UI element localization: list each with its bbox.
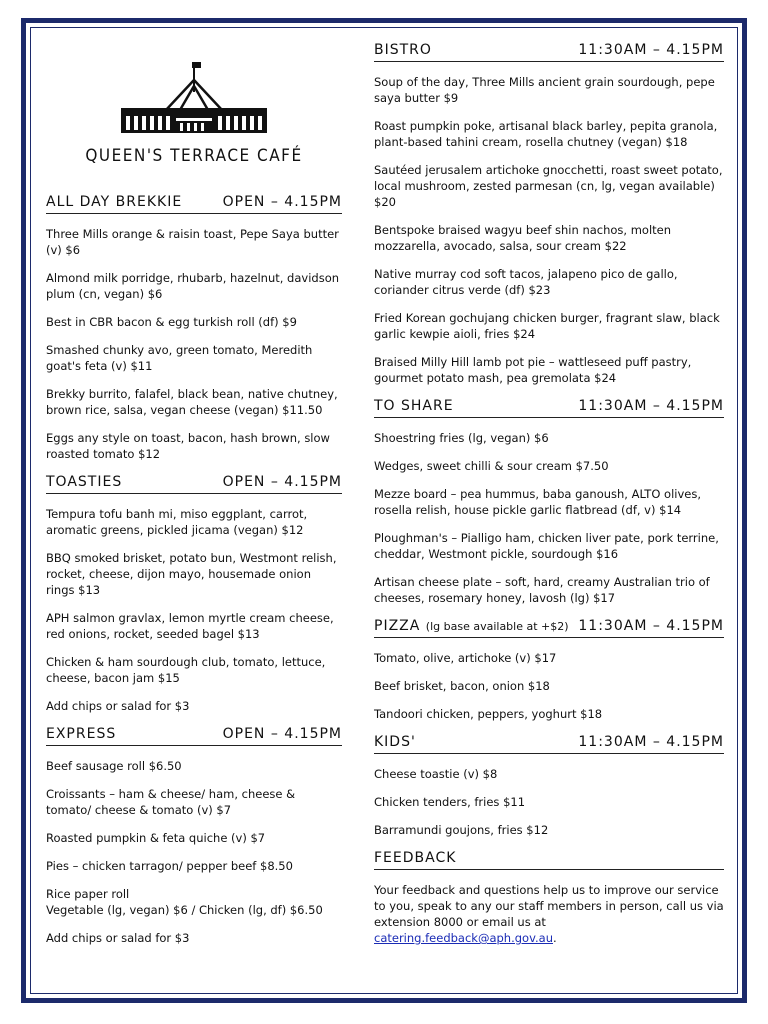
section-feedback bbox=[374, 850, 724, 946]
section-hours: 11:30AM – 4.15PM bbox=[578, 618, 724, 634]
section-kids bbox=[374, 734, 724, 838]
feedback-text bbox=[374, 882, 724, 946]
section-title-group bbox=[374, 618, 569, 634]
section-header bbox=[374, 850, 724, 870]
section-header bbox=[374, 398, 724, 418]
left-sections bbox=[46, 194, 342, 946]
section-hours: OPEN – 4.15PM bbox=[222, 474, 342, 490]
menu-item: Beef brisket, bacon, onion $18 bbox=[374, 679, 550, 693]
menu-item: Braised Milly Hill lamb pot pie – wattleseed puff pastry, gourmet potato mash, pea gremolata $24 bbox=[374, 355, 692, 385]
menu-item: Native murray cod soft tacos, jalapeno pico de gallo, coriander citrus verde (df) $23 bbox=[374, 267, 678, 297]
section-title-group bbox=[46, 726, 116, 742]
menu-item: Croissants – ham & cheese/ ham, cheese & tomato/ cheese & tomato (v) $7 bbox=[46, 787, 296, 817]
section-hours: 11:30AM – 4.15PM bbox=[578, 42, 724, 58]
section-toasties bbox=[46, 474, 342, 714]
section-share bbox=[374, 398, 724, 606]
section-header bbox=[46, 474, 342, 494]
feedback-end: . bbox=[552, 931, 557, 945]
section-title: ALL DAY BREKKIE bbox=[46, 194, 183, 210]
section-hours: OPEN – 4.15PM bbox=[222, 194, 342, 210]
section-title: BISTRO bbox=[374, 42, 432, 58]
menu-item: Roast pumpkin poke, artisanal black barley, pepita granola, plant-based tahini cream, rosella chutney (vegan) $18 bbox=[374, 119, 718, 149]
section-title-group bbox=[46, 194, 182, 210]
section-header bbox=[46, 194, 342, 214]
section-note: (lg base available at +$2) bbox=[425, 620, 569, 633]
right-column bbox=[374, 42, 724, 958]
menu-item: BBQ smoked brisket, potato bun, Westmont relish, rocket, cheese, dijon mayo, housemade onion rings $13 bbox=[46, 551, 337, 597]
right-sections bbox=[374, 42, 724, 838]
feedback-message: Your feedback and questions help us to improve our service to you, speak to any our staff members in person, call us via extension 8000 or email us at bbox=[374, 883, 724, 929]
section-header bbox=[46, 726, 342, 746]
menu-item: Tandoori chicken, peppers, yoghurt $18 bbox=[374, 707, 603, 721]
section-header bbox=[374, 734, 724, 754]
section-title-group bbox=[46, 474, 122, 490]
menu-item: Tempura tofu banh mi, miso eggplant, carrot, aromatic greens, pickled jicama (vegan) $12 bbox=[46, 507, 308, 537]
feedback-email-link[interactable]: catering.feedback@aph.gov.au bbox=[374, 931, 553, 945]
menu-item: Artisan cheese plate – soft, hard, creamy Australian trio of cheeses, rosemary honey, lavosh (lg) $17 bbox=[374, 575, 710, 605]
menu-item: Pies – chicken tarragon/ pepper beef $8.50 bbox=[46, 859, 293, 873]
cafe-name: QUEEN'S TERRACE CAFÉ bbox=[85, 146, 303, 166]
section-hours: 11:30AM – 4.15PM bbox=[578, 398, 724, 414]
parliament-house-icon bbox=[46, 52, 342, 148]
menu-item: Eggs any style on toast, bacon, hash brown, slow roasted tomato $12 bbox=[46, 431, 330, 461]
menu-item: Sautéed jerusalem artichoke gnocchetti, roast sweet potato, local mushroom, zested parmesan (cn, lg, vegan available) $20 bbox=[374, 163, 723, 209]
menu-item: Tomato, olive, artichoke (v) $17 bbox=[374, 651, 557, 665]
menu-item: Fried Korean gochujang chicken burger, fragrant slaw, black garlic kewpie aioli, fries $24 bbox=[374, 311, 720, 341]
section-title: PIZZA bbox=[374, 618, 421, 634]
section-header bbox=[374, 618, 724, 638]
section-title: KIDS' bbox=[374, 734, 416, 750]
section-title-group bbox=[374, 734, 416, 750]
section-title-group bbox=[374, 42, 432, 58]
section-express bbox=[46, 726, 342, 946]
section-brekkie bbox=[46, 194, 342, 462]
menu-item: Beef sausage roll $6.50 bbox=[46, 759, 182, 773]
menu-item: Cheese toastie (v) $8 bbox=[374, 767, 498, 781]
menu-item: Add chips or salad for $3 bbox=[46, 931, 190, 945]
section-title: TO SHARE bbox=[374, 398, 454, 414]
menu-item: Three Mills orange & raisin toast, Pepe Saya butter (v) $6 bbox=[46, 227, 339, 257]
menu-item: Chicken & ham sourdough club, tomato, lettuce, cheese, bacon jam $15 bbox=[46, 655, 326, 685]
section-title-group bbox=[374, 398, 454, 414]
section-bistro bbox=[374, 42, 724, 386]
menu-item: Best in CBR bacon & egg turkish roll (df) $9 bbox=[46, 315, 297, 329]
left-column bbox=[46, 52, 342, 958]
section-hours: 11:30AM – 4.15PM bbox=[578, 734, 724, 750]
menu-item: Ploughman's – Pialligo ham, chicken liver pate, pork terrine, cheddar, Westmont pickle, sourdough $16 bbox=[374, 531, 719, 561]
menu-item: Mezze board – pea hummus, baba ganoush, ALTO olives, rosella relish, house pickle garlic flatbread (df, v) $14 bbox=[374, 487, 701, 517]
section-pizza bbox=[374, 618, 724, 722]
section-title: TOASTIES bbox=[46, 474, 123, 490]
menu-item: Almond milk porridge, rhubarb, hazelnut, davidson plum (cn, vegan) $6 bbox=[46, 271, 340, 301]
menu-item: Chicken tenders, fries $11 bbox=[374, 795, 526, 809]
section-title: FEEDBACK bbox=[374, 850, 457, 866]
menu-item: Shoestring fries (lg, vegan) $6 bbox=[374, 431, 549, 445]
menu-item: Wedges, sweet chilli & sour cream $7.50 bbox=[374, 459, 609, 473]
menu-item: Smashed chunky avo, green tomato, Meredith goat's feta (v) $11 bbox=[46, 343, 313, 373]
menu-item: APH salmon gravlax, lemon myrtle cream cheese, red onions, rocket, seeded bagel $13 bbox=[46, 611, 334, 641]
menu-item: Brekky burrito, falafel, black bean, native chutney, brown rice, salsa, vegan cheese (vegan) $11.50 bbox=[46, 387, 338, 417]
section-header bbox=[374, 42, 724, 62]
section-title: EXPRESS bbox=[46, 726, 117, 742]
menu-item: Roasted pumpkin & feta quiche (v) $7 bbox=[46, 831, 266, 845]
menu-item: Barramundi goujons, fries $12 bbox=[374, 823, 549, 837]
section-hours: OPEN – 4.15PM bbox=[222, 726, 342, 742]
menu-item: Add chips or salad for $3 bbox=[46, 699, 190, 713]
menu-item: Rice paper roll Vegetable (lg, vegan) $6 / Chicken (lg, df) $6.50 bbox=[46, 887, 323, 917]
menu-item: Bentspoke braised wagyu beef shin nachos, molten mozzarella, avocado, salsa, sour cream $22 bbox=[374, 223, 672, 253]
menu-item: Soup of the day, Three Mills ancient grain sourdough, pepe saya butter $9 bbox=[374, 75, 715, 105]
